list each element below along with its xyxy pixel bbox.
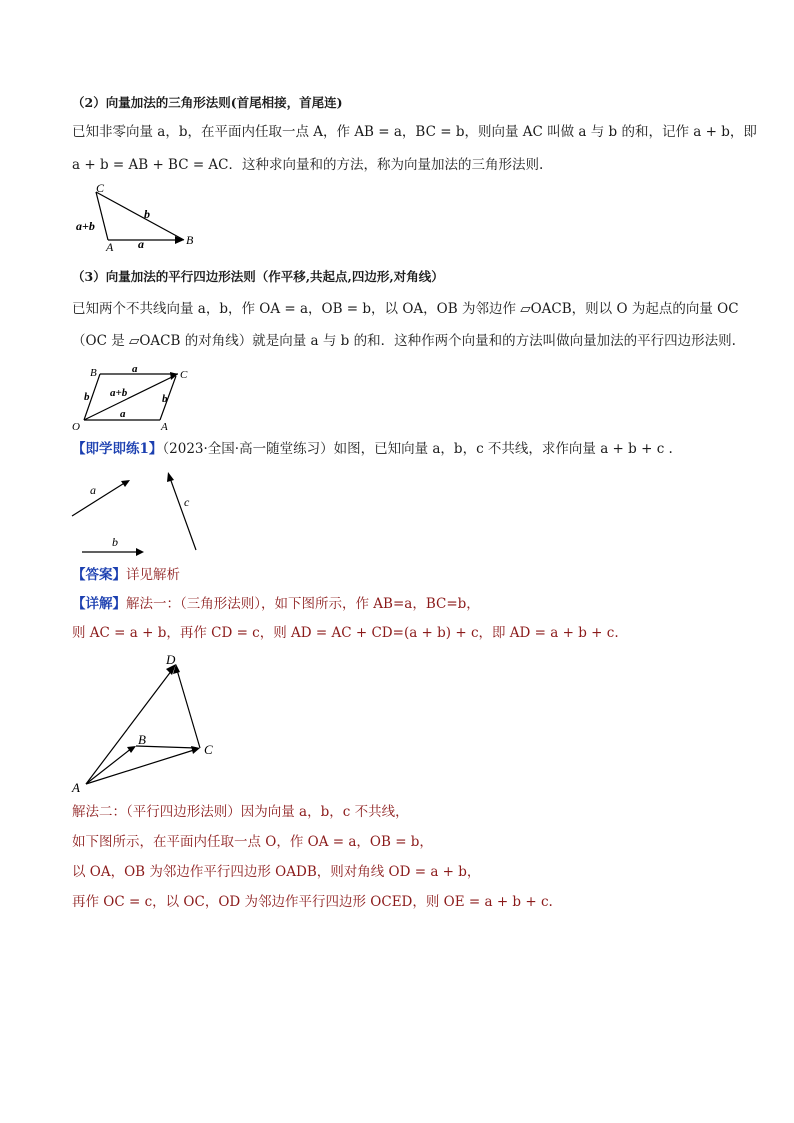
method1-figure [70, 648, 220, 794]
section2-line2: a + b = AB + BC = AC．这种求向量和的方法，称为向量加法的三角形法则. [72, 157, 544, 173]
label-b: b [144, 207, 150, 221]
arrowhead-icon [127, 746, 136, 753]
label-B: B [186, 233, 194, 247]
method2-line3: 以 OA，OB 为邻边作平行四边形 OADB，则对角线 OD = a + b， [72, 864, 481, 880]
label-a: a [138, 237, 144, 251]
method2-line2: 如下图所示，在平面内任取一点 O，作 OA = a，OB = b， [72, 834, 433, 850]
section3-line1: 已知两个不共线向量 a，b，作 OA = a，OB = b，以 OA，OB 为邻边作 ▱OACB，则以 O 为起点的向量 OC [72, 301, 739, 317]
arrowhead-icon [121, 480, 130, 487]
segment-ac [86, 750, 194, 784]
arrowhead-icon [170, 372, 178, 380]
practice-tag: 【即学即练1】 [72, 441, 163, 457]
method2-line4: 再作 OC = c，以 OC，OD 为邻边作平行四边形 OCED，则 OE = a + b + c. [72, 894, 553, 910]
label-b-right: b [162, 393, 168, 405]
triangle-edge-bc [96, 192, 184, 240]
label-a: a [90, 483, 96, 497]
label-b-left: b [84, 391, 90, 403]
label-a-top: a [132, 363, 138, 375]
vector-a-line [72, 482, 126, 516]
arrowhead-icon [167, 472, 174, 482]
parallelogram-figure [70, 362, 200, 432]
label-sum: a+b [76, 219, 95, 233]
label-c: c [184, 495, 190, 509]
section3-heading: （3）向量加法的平行四边形法则（作平移,共起点,四边形,对角线） [72, 269, 444, 284]
detail-line2: 则 AC = a + b，再作 CD = c，则 AD = AC + CD=(a + b) + c，即 AD = a + b + c. [72, 625, 619, 641]
label-A: A [106, 240, 114, 252]
label-b: b [112, 535, 118, 549]
label-C: C [204, 742, 213, 757]
label-B: B [90, 367, 97, 379]
detail-tag: 【详解】 [72, 596, 126, 612]
arrowhead-icon [136, 548, 144, 556]
answer-text: 详见解析 [126, 567, 180, 583]
label-C: C [180, 369, 188, 381]
answer-line [72, 566, 180, 584]
triangle-figure [74, 180, 204, 252]
practice-text: （2023·全国·高一随堂练习）如图，已知向量 a，b，c 不共线，求作向量 a + b + c . [162, 441, 673, 457]
label-D: D [166, 652, 176, 667]
segment-cd [177, 670, 200, 748]
label-B: B [138, 732, 146, 747]
detail-line1 [72, 595, 480, 613]
section2-heading: （2）向量加法的三角形法则(首尾相接，首尾连) [72, 95, 343, 110]
section2-line1: 已知非零向量 a，b，在平面内任取一点 A，作 AB = a，BC = b，则向量 AC 叫做 a 与 b 的和，记作 a + b，即 [72, 124, 757, 140]
label-a-bottom: a [120, 408, 126, 420]
label-O: O [72, 421, 80, 432]
vectors-figure [68, 468, 208, 558]
practice-line [72, 440, 673, 458]
label-A: A [161, 421, 168, 432]
detail-text: 解法一：（三角形法则），如下图所示，作 AB=a，BC=b， [126, 596, 480, 612]
vector-c-line [170, 478, 196, 550]
method2-line1: 解法二：（平行四边形法则）因为向量 a，b，c 不共线， [72, 804, 409, 820]
label-C: C [96, 181, 105, 195]
arrowhead-icon [191, 746, 200, 754]
segment-ad [86, 670, 172, 784]
label-A: A [72, 780, 80, 794]
triangle-edge-ac [96, 192, 108, 240]
section3-line2: （OC 是 ▱OACB 的对角线）就是向量 a 与 b 的和．这种作两个向量和的方法叫做向量加法的平行四边形法则. [72, 333, 736, 349]
label-sum: a+b [110, 387, 128, 399]
answer-tag: 【答案】 [72, 567, 126, 583]
